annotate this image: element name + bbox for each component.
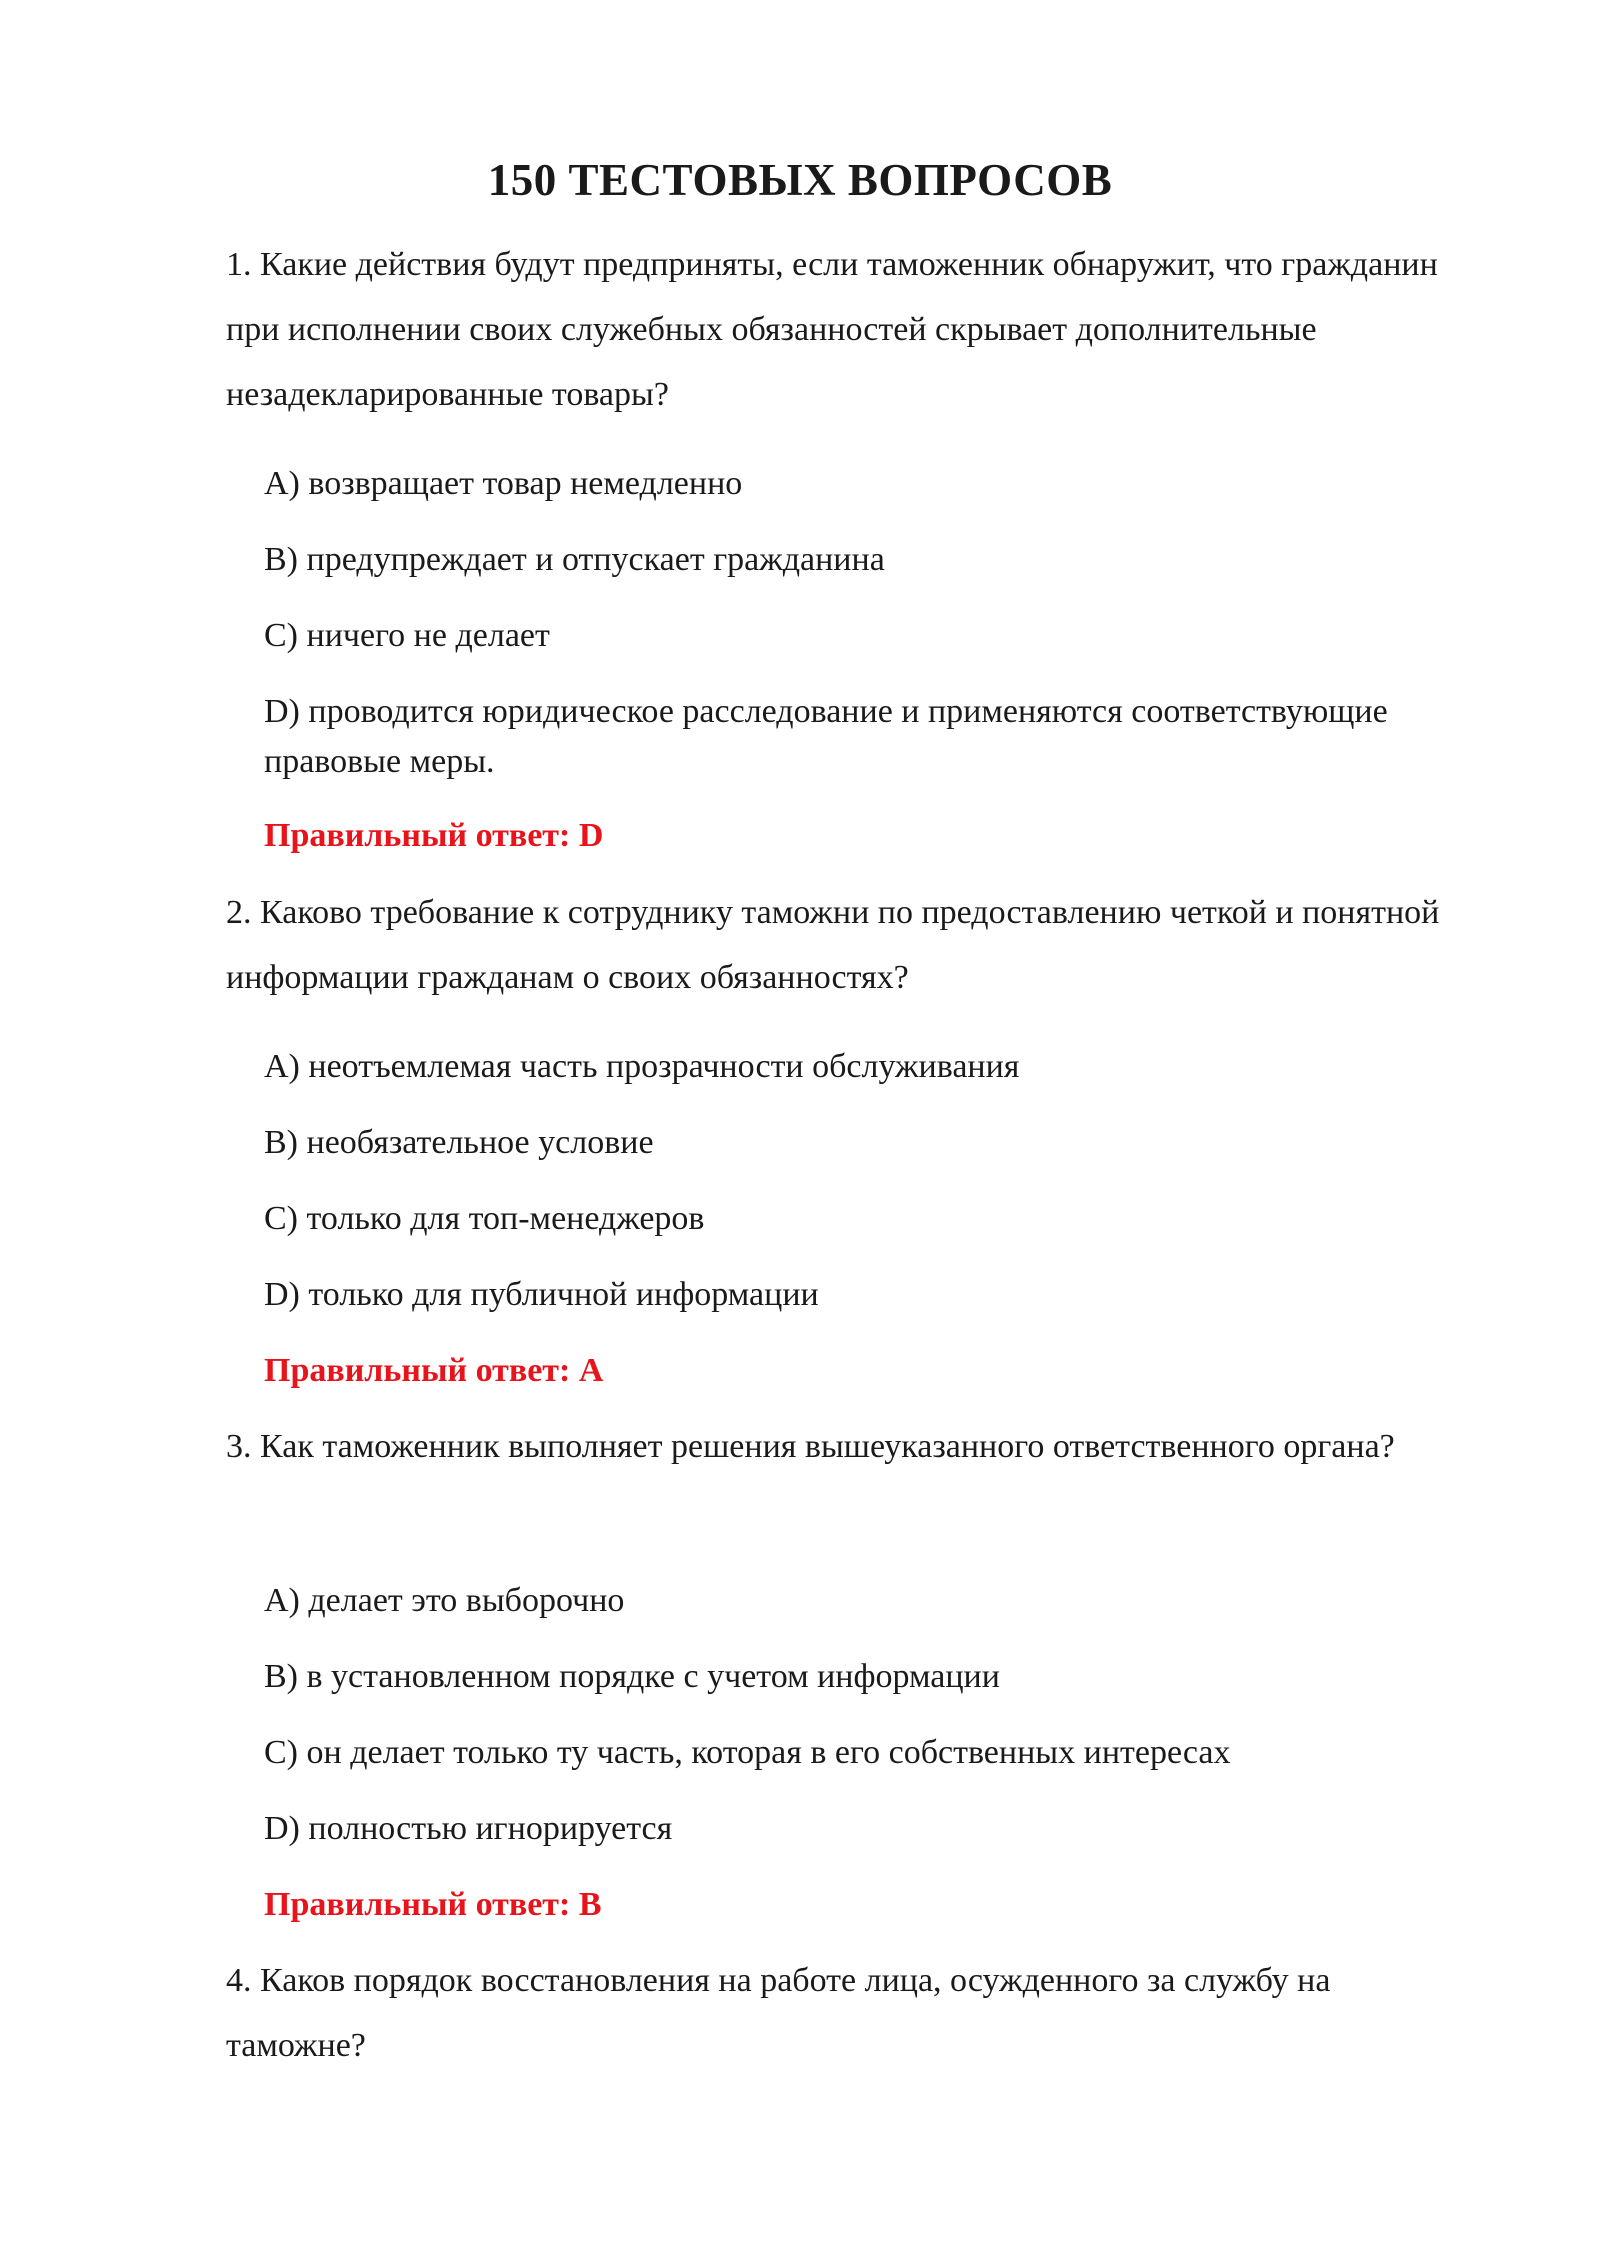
question-4-text: 4. Каков порядок восстановления на работе лица, осужденного за службу на таможне? [226, 1962, 1331, 2064]
question-1-text: 1. Какие действия будут предприняты, если таможенник обнаружит, что гражданин при исполнении своих служебных обязанностей скрывает дополнительные незадекларированные товары? [226, 246, 1438, 413]
question-1-option-a: A) возвращает товар немедленно [264, 465, 743, 502]
question-2-option-a: A) неотъемлемая часть прозрачности обслуживания [264, 1048, 1020, 1085]
question-2-option-b: B) необязательное условие [264, 1124, 654, 1161]
question-3-answer: Правильный ответ: B [264, 1886, 602, 1923]
page-title: 150 ТЕСТОВЫХ ВОПРОСОВ [487, 155, 1113, 205]
question-1-answer: Правильный ответ: D [264, 817, 604, 854]
question-3-text: 3. Как таможенник выполняет решения вышеуказанного ответственного органа? [226, 1428, 1395, 1465]
question-3-option-b: B) в установленном порядке с учетом информации [264, 1658, 1000, 1695]
question-3-option-c: C) он делает только ту часть, которая в его собственных интересах [264, 1734, 1231, 1771]
question-2-option-d: D) только для публичной информации [264, 1276, 819, 1313]
question-3-option-a: A) делает это выборочно [264, 1582, 625, 1619]
question-2-text: 2. Каково требование к сотруднику таможни по предоставлению четкой и понятной информации гражданам о своих обязанностях? [226, 894, 1440, 996]
question-2-option-c: C) только для топ-менеджеров [264, 1200, 705, 1237]
question-2-answer: Правильный ответ: A [264, 1352, 604, 1389]
question-3-option-d: D) полностью игнорируется [264, 1810, 673, 1847]
question-1-option-d: D) проводится юридическое расследование и применяются соответствующие правовые меры. [264, 693, 1388, 780]
question-1-option-c: C) ничего не делает [264, 617, 550, 654]
question-1-option-b: B) предупреждает и отпускает гражданина [264, 541, 885, 578]
